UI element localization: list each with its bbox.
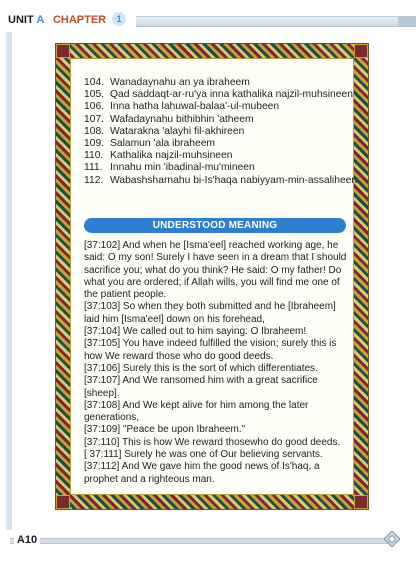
meaning-paragraph: [37:103] So when they both submitted and he [Ibraheem] laid him [Isma'eel] down on his forehead, [84,301,336,325]
frame-corner-ornament [56,44,70,58]
header-bar-end [398,16,416,27]
meaning-paragraph: [37:102] And when he [Isma'eel] reached working age, he said: O my son! Surely I have seen in a dream that I should sacrifice you; what do you think? He said: O my father! Do what you are ordered; if Allah wills, you will find me one of the patient people. [84,240,347,301]
meaning-paragraph: [37:107] And We ransomed him with a great sacrifice [sheep]. [84,375,318,399]
meaning-paragraph: [37:104] We called out to him saying: O Ibraheem! [84,326,307,338]
meaning-paragraph: [ 37:111] Surely he was one of Our believing servants. [84,449,323,461]
page-header [0,0,416,40]
meaning-paragraph: [37:112] And We gave him the good news of Is'haq, a prophet and a righteous man. [84,461,320,485]
section-title: UNDERSTOOD MEANING [84,218,346,233]
transliteration-list [84,77,360,187]
verse-line: 110. Kathalika najzil-muhsineen [84,150,233,162]
frame-corner-ornament [56,495,70,509]
chapter-word: CHAPTER [52,14,107,26]
frame-corner-ornament [354,495,368,509]
verse-line: 111. Innahu min 'ibadinal-mu'mineen [84,162,255,174]
verse-line: 109. Salamun 'ala ibraheem [84,138,215,150]
meaning-paragraph: [37:110] This is how We reward thosewho do good deeds. [84,436,341,448]
unit-chapter-label [6,8,136,32]
meaning-paragraph: [37:108] And We kept alive for him among the later generations, [84,399,309,424]
verse-line: 106. Inna hatha lahuwal-balaa'-ul-mubeen [84,101,280,113]
verse-line: 108. Watarakna 'alayhi fil-akhireen [84,125,245,137]
verse-line: 104. Wanadaynahu an ya ibraheem [84,77,250,88]
meaning-paragraph: [37:106] Surely this is the sort of which differentiates. [84,362,318,374]
verse-line: 105. Qad saddaqt-ar-ru'ya inna kathalika najzil-muhsineen [84,89,353,101]
meaning-paragraph: [37:105] You have indeed fulfilled the vision; surely this is how We reward those who do good deeds. [84,338,337,362]
verse-line: 112. Wabashsharnahu bi-Is'haqa nabiyyam-min-assaliheen [84,174,358,186]
footer-ornament-icon [384,531,400,547]
meaning-list [84,240,350,486]
unit-letter: A [36,14,44,26]
footer-line [10,538,390,544]
chapter-number-badge: 1 [112,12,126,26]
side-stripe [6,20,12,530]
page-number: A10 [14,532,40,548]
meaning-paragraph: [37:109] "Peace be upon Ibraheem." [84,424,246,436]
frame-corner-ornament [354,44,368,58]
verse-line: 107. Wafadaynahu bithibhin 'atheem [84,113,254,125]
unit-word: UNIT [8,14,34,26]
